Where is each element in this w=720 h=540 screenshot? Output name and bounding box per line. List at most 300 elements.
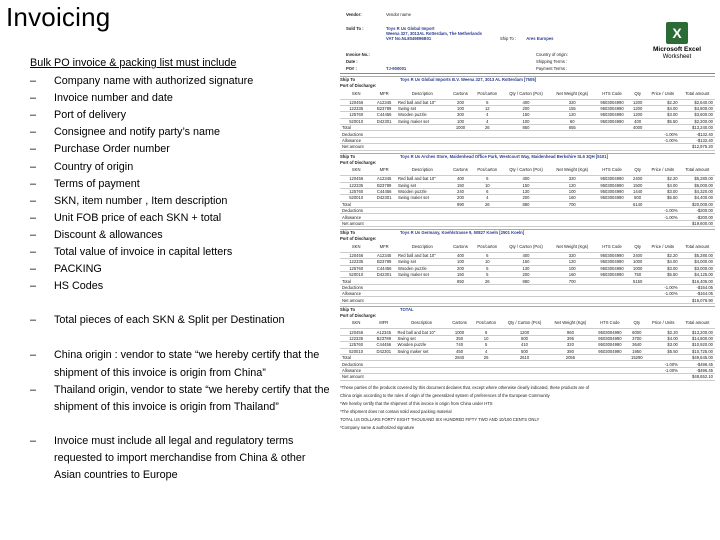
bullet-text: PACKING [54,263,102,276]
dash-bullet: – [30,160,37,173]
net-amount-row [340,144,715,150]
bullet-text: Company name with authorized signature [54,75,254,88]
table-cell: $3.00 [646,265,680,271]
table-cell: 3700 [627,335,647,341]
country-origin-label: Country of origin: [536,52,568,57]
dash-bullet: – [30,143,37,156]
net-amount-cell [595,297,629,303]
invoice-table [340,242,715,304]
origin-terms [536,52,568,71]
destination-name: TOTAL [400,306,414,312]
ship-block [340,76,715,151]
net-amount-cell: Net amount [340,220,372,226]
table-cell: 120456 [340,176,372,182]
table-cell: $2,200.00 [680,118,715,124]
deductions-cell: Deductions [340,361,372,367]
table-cell: 200 [449,265,473,271]
column-header: Net Weight (Kgs) [548,319,593,329]
table-cell: Red ball and bat 10" [396,176,449,182]
ship-to-value: Ares Europes [526,36,554,41]
net-amount-cell [396,144,449,150]
table-cell: 9503004990 [593,335,627,341]
column-header: SKN [340,319,372,329]
table-cell: 130 [502,188,549,194]
allowance-cell: -1.00% [646,291,680,297]
net-amount-row [340,220,715,226]
table-cell: 1200 [629,105,646,111]
bullet-text: HS Codes [54,280,104,293]
table-cell: 150 [449,182,473,188]
deductions-cell: Deductions [340,284,372,290]
table-cell: 1000 [629,259,646,265]
table-cell: $5.50 [647,348,680,354]
po-row [346,66,406,71]
table-cell: 400 [629,118,646,124]
dash-bullet: – [30,383,37,396]
table-cell: $5,280.00 [680,176,715,182]
date-label: Date : [346,59,358,64]
table-cell: 1500 [629,182,646,188]
table-cell: 6 [472,99,502,105]
column-header: Total amount [680,89,715,99]
allowance-cell: -1.00% [646,137,680,143]
list-item [30,261,330,278]
table-cell: 200 [502,195,549,201]
net-amount-cell [502,220,549,226]
net-amount-cell [396,297,449,303]
deductions-cell: -1.00% [646,131,680,137]
table-header-row [340,89,715,99]
table-cell: 120 [550,182,595,188]
column-header: MFR [372,166,396,176]
total-cell: Total [340,278,372,284]
table-cell: 400 [502,99,549,105]
total-cell: 2610 [501,354,548,360]
table-cell: 155 [550,105,595,111]
invoice-no-label: Invoice No.: [346,52,370,57]
deductions-cell: Deductions [340,131,372,137]
table-cell: 9503004990 [595,252,629,258]
net-amount-cell [629,297,646,303]
net-amount-cell [627,374,647,380]
sold-to-line: Weena 327, 3013AL Rotterdam, The Netherlands [386,31,482,36]
table-cell: C44456 [372,112,396,118]
net-amount-cell [647,374,680,380]
vendor-label: Vendor: [346,12,362,17]
table-cell: 1950 [627,348,647,354]
table-cell: C44456 [372,188,396,194]
table-cell: Wooden puzzle [396,342,448,348]
table-cell: 200 [449,99,473,105]
net-amount-cell [449,220,473,226]
column-header: Qty / Carton (Pcs) [502,166,549,176]
table-cell: 1200 [629,112,646,118]
table-cell: Wooden puzzle [396,112,449,118]
allowance-cell: -$132.40 [680,137,715,143]
table-cell: 6 [472,188,502,194]
table-cell: B23789 [372,335,395,341]
column-header: Qty / Carton (Pcs) [502,89,549,99]
table-cell: 500 [501,335,548,341]
list-item [30,278,330,295]
table-cell: 9503004990 [593,329,627,335]
dash-bullet: – [30,211,37,224]
table-cell: $2.20 [646,176,680,182]
total-cell: 2055 [548,354,593,360]
table-cell: 130 [502,265,549,271]
table-cell: 320 [550,176,595,182]
total-cell: $49,645.00 [680,354,715,360]
table-cell: 9503004990 [595,118,629,124]
table-cell: Swing maker set [396,271,449,277]
net-amount-cell [448,374,471,380]
table-cell: 450 [448,348,471,354]
net-amount-cell: Net amount [340,297,372,303]
table-cell: 9503004990 [595,112,629,118]
table-cell: 300 [449,112,473,118]
total-cell: 5150 [629,278,646,284]
allowance-cell: Allowance [340,367,372,373]
bullet-text: Consignee and notify party’s name [54,126,221,139]
allowance-cell: -1.00% [647,367,680,373]
table-cell: 6 [472,176,502,182]
dash-bullet: – [30,194,37,207]
po-label: PO# : [346,66,357,71]
table-cell: $4,800.00 [680,105,715,111]
column-header: MFR [372,89,396,99]
net-amount-cell [471,374,501,380]
invoice-header [340,6,715,74]
column-header: Qty [629,242,646,252]
net-amount-cell: $48,652.10 [680,374,715,380]
table-cell: 120456 [340,252,372,258]
requirements-list [30,55,330,484]
footnote-line: *The shipment does not contain solid wood packing material [340,408,452,414]
table-cell: 150 [502,182,549,188]
bullet-text: Country of origin [54,160,134,173]
allowance-cell: Allowance [340,214,372,220]
deductions-cell: Deductions [340,208,372,214]
ship-to-label: Ship To [340,153,356,159]
table-cell: 122335 [340,182,372,188]
footnote-line: *Company name & authorized signature [340,424,415,430]
net-amount-cell: $19,600.00 [680,220,715,226]
deductions-cell: -1.00% [646,284,680,290]
column-header: Pcs/carton [472,242,502,252]
table-cell: 3640 [627,342,647,348]
list-item [30,244,330,261]
column-header: MFR [372,242,396,252]
table-cell: 60 [550,118,595,124]
table-cell: 100 [449,259,473,265]
column-header: Pcs/carton [471,319,501,329]
net-amount-cell [502,297,549,303]
excel-icon: X [666,22,688,44]
table-cell: A12345 [372,329,395,335]
total-cell: 26 [472,125,502,131]
net-amount-cell [449,297,473,303]
ship-to-row [500,36,553,41]
table-cell: 150 [502,259,549,265]
destination-name: Toys R Us Global Imports B.V. Weena 327, 3013 AL Rotterdam [7505] [400,77,537,82]
payment-terms-label: Payment Terms : [536,66,568,71]
column-header: Total amount [680,242,715,252]
total-cell: 990 [449,201,473,207]
table-cell: 4 [471,348,501,354]
list-item [30,312,330,329]
table-cell: 960 [548,329,593,335]
list-item [30,176,330,193]
sold-to-line: Toys R Us Global Import [386,26,435,31]
table-cell: 6000 [627,329,647,335]
slide-title: Invoicing [6,2,111,32]
table-cell: 2400 [629,252,646,258]
table-cell: 100 [502,118,549,124]
table-cell: $4,125.00 [680,271,715,277]
table-cell: 520010 [340,348,372,354]
ship-block [340,306,715,381]
column-header: MFR [372,319,395,329]
column-header: Cartons [449,242,473,252]
table-cell: 122335 [340,259,372,265]
table-cell: 400 [502,176,549,182]
table-cell: D42301 [372,118,396,124]
net-amount-cell [472,144,502,150]
list-item [30,382,330,416]
net-amount-cell [502,144,549,150]
excel-label-line1: Microsoft Excel [652,46,702,53]
bullet-text: Unit FOB price of each SKN + total [54,211,222,224]
invoice-document [340,6,715,536]
table-cell: 9503004990 [595,99,629,105]
table-cell: 9503004990 [595,265,629,271]
list-item [30,210,330,227]
bullet-text: Total value of invoice in capital letters [54,246,233,259]
bullet-text: Discount & allowances [54,228,163,241]
ship-to-label: Ship To [340,230,356,236]
total-cell: $16,405.00 [680,278,715,284]
table-cell: 320 [548,342,593,348]
net-amount-cell [646,144,680,150]
table-cell: B23789 [372,259,396,265]
excel-worksheet-embed[interactable] [647,22,707,64]
table-cell: 9503004990 [595,105,629,111]
column-header: Qty / Carton (Pcs) [501,319,548,329]
column-header: Total amount [680,166,715,176]
dash-bullet: – [30,92,37,105]
table-cell: 125760 [340,188,372,194]
total-cell: 1000 [449,125,473,131]
list-item [30,90,330,107]
allowance-cell: Allowance [340,291,372,297]
deductions-cell: -$496.45 [680,361,715,367]
dash-bullet: – [30,75,37,88]
column-header: Cartons [449,89,473,99]
total-cell: 26 [471,354,501,360]
table-cell: A12345 [372,176,396,182]
table-cell: Swing set [396,259,449,265]
net-amount-cell: Net amount [340,374,372,380]
table-cell: Red ball and bat 10" [396,329,448,335]
net-amount-cell [550,220,595,226]
column-header: Net Weight (Kgs) [550,89,595,99]
shipping-terms-label: Shipping Terms : [536,59,568,64]
total-cell: Total [340,125,372,131]
table-cell: $3.00 [646,112,680,118]
table-cell: $13,200.00 [680,329,715,335]
table-cell: 12 [472,105,502,111]
port-discharge-label: Port of Discharge: [340,312,377,318]
total-cell: Total [340,354,372,360]
total-cell: 850 [502,125,549,131]
net-amount-cell [472,220,502,226]
total-cell: 880 [502,278,549,284]
table-cell: 750 [629,271,646,277]
table-cell: 740 [448,342,471,348]
table-cell: Swing set [396,335,448,341]
net-amount-cell [472,297,502,303]
net-amount-cell [629,220,646,226]
table-cell: $5,280.00 [680,252,715,258]
table-cell: 9503004990 [595,176,629,182]
port-discharge-label: Port of Discharge: [340,236,377,242]
list-item [30,141,330,158]
table-cell: 9503004990 [595,195,629,201]
table-cell: 9503004990 [595,271,629,277]
table-cell: 9503004990 [595,182,629,188]
column-header: Net Weight (Kgs) [550,166,595,176]
invoice-table [340,89,715,151]
table-cell: 4 [472,195,502,201]
list-item [30,107,330,124]
net-amount-cell [501,374,548,380]
table-cell: $10,920.00 [680,342,715,348]
table-header-row [340,319,715,329]
dash-bullet: – [30,126,37,139]
table-cell: 520010 [340,195,372,201]
table-cell: 125760 [340,112,372,118]
total-cell: Total [340,201,372,207]
table-cell: D42301 [372,348,395,354]
table-cell: 400 [449,176,473,182]
table-cell: $10,725.00 [680,348,715,354]
net-amount-cell [548,374,593,380]
table-cell: B23789 [372,182,396,188]
bullet-text: Port of delivery [54,109,127,122]
vendor-value: Vendor name [386,12,411,17]
invoice-footnotes [340,384,715,432]
table-cell: Wooden puzzle [396,265,449,271]
allowance-cell: -$164.05 [680,291,715,297]
bullet-text: Invoice must include all legal and regulatory terms requested to import merchandise from China & other Asian countries to Europe [54,434,306,481]
table-cell: $6,000.00 [680,182,715,188]
table-cell: $4.00 [647,335,680,341]
column-header: Net Weight (Kgs) [550,242,595,252]
column-header: Price / Units [646,242,680,252]
net-amount-cell [396,374,448,380]
footnote-line: China origin according to the rules of origin of the generalized system of preferences of the European Community [340,392,550,398]
column-header: Qty [629,166,646,176]
table-cell: 520010 [340,118,372,124]
net-amount-cell [396,220,449,226]
table-cell: $3,000.00 [680,265,715,271]
table-cell: $2.20 [646,99,680,105]
column-header: Price / Units [646,166,680,176]
column-header: Price / Units [647,319,680,329]
bullet-text: Thailand origin, vendor to state “we hereby certify that the shipment of this invoice is origin from Thailand” [54,383,330,413]
ship-to-label: Ship To [340,77,356,82]
deductions-cell: -$132.40 [680,131,715,137]
ship-block [340,153,715,228]
sold-to-label: Sold To : [346,26,364,31]
dash-bullet: – [30,246,37,259]
invoice-table [340,319,715,381]
list-item [30,433,330,484]
net-amount-cell [593,374,627,380]
deductions-cell: -$164.05 [680,284,715,290]
table-cell: $2.20 [646,252,680,258]
table-cell: 122335 [340,335,372,341]
table-cell: Swing set [396,105,449,111]
table-cell: 6 [471,329,501,335]
total-cell: 2840 [448,354,471,360]
table-cell: 320 [550,99,595,105]
excel-label-line2: Worksheet [662,54,692,60]
net-amount-cell [550,297,595,303]
bullet-text: China origin : vendor to state “we hereby certify that the shipment of this invoice is origin from China” [54,349,320,379]
total-cell: 700 [550,278,595,284]
total-cell: 700 [550,201,595,207]
table-cell: 200 [502,271,549,277]
table-cell: 400 [502,252,549,258]
table-cell: 10 [471,335,501,341]
column-header: Cartons [449,166,473,176]
table-cell: 350 [448,335,471,341]
table-cell: 400 [449,252,473,258]
table-cell: $5.50 [646,271,680,277]
table-cell: 1000 [448,329,471,335]
table-cell: B23789 [372,105,396,111]
table-cell: $4,000.00 [680,259,715,265]
list-item [30,193,330,210]
table-cell: 200 [502,105,549,111]
list-item [30,347,330,381]
total-cell: 15290 [627,354,647,360]
deductions-cell: -$200.00 [680,208,715,214]
table-cell: C44456 [372,342,395,348]
column-header: Description [396,319,448,329]
table-cell: 100 [449,118,473,124]
bullet-text: Invoice number and date [54,92,173,105]
table-cell: 1000 [629,265,646,271]
table-cell: 100 [550,188,595,194]
excel-label [647,46,707,61]
table-cell: 9503004990 [593,342,627,348]
table-cell: 125760 [340,265,372,271]
table-cell: 120 [550,112,595,118]
column-header: Qty [629,89,646,99]
net-amount-cell: $16,076.90 [680,297,715,303]
net-amount-cell [372,374,395,380]
dash-bullet: – [30,434,37,447]
footnote-line: *We hereby certify that the shipment of this invoice is origin from China under HTS [340,400,493,406]
table-cell: Swing maker set [396,348,448,354]
table-cell: 1200 [501,329,548,335]
vendor-row [346,12,411,17]
port-discharge-label: Port of Discharge: [340,83,377,88]
column-header: Total amount [680,319,715,329]
ship-to-label: Ship To [340,306,356,312]
